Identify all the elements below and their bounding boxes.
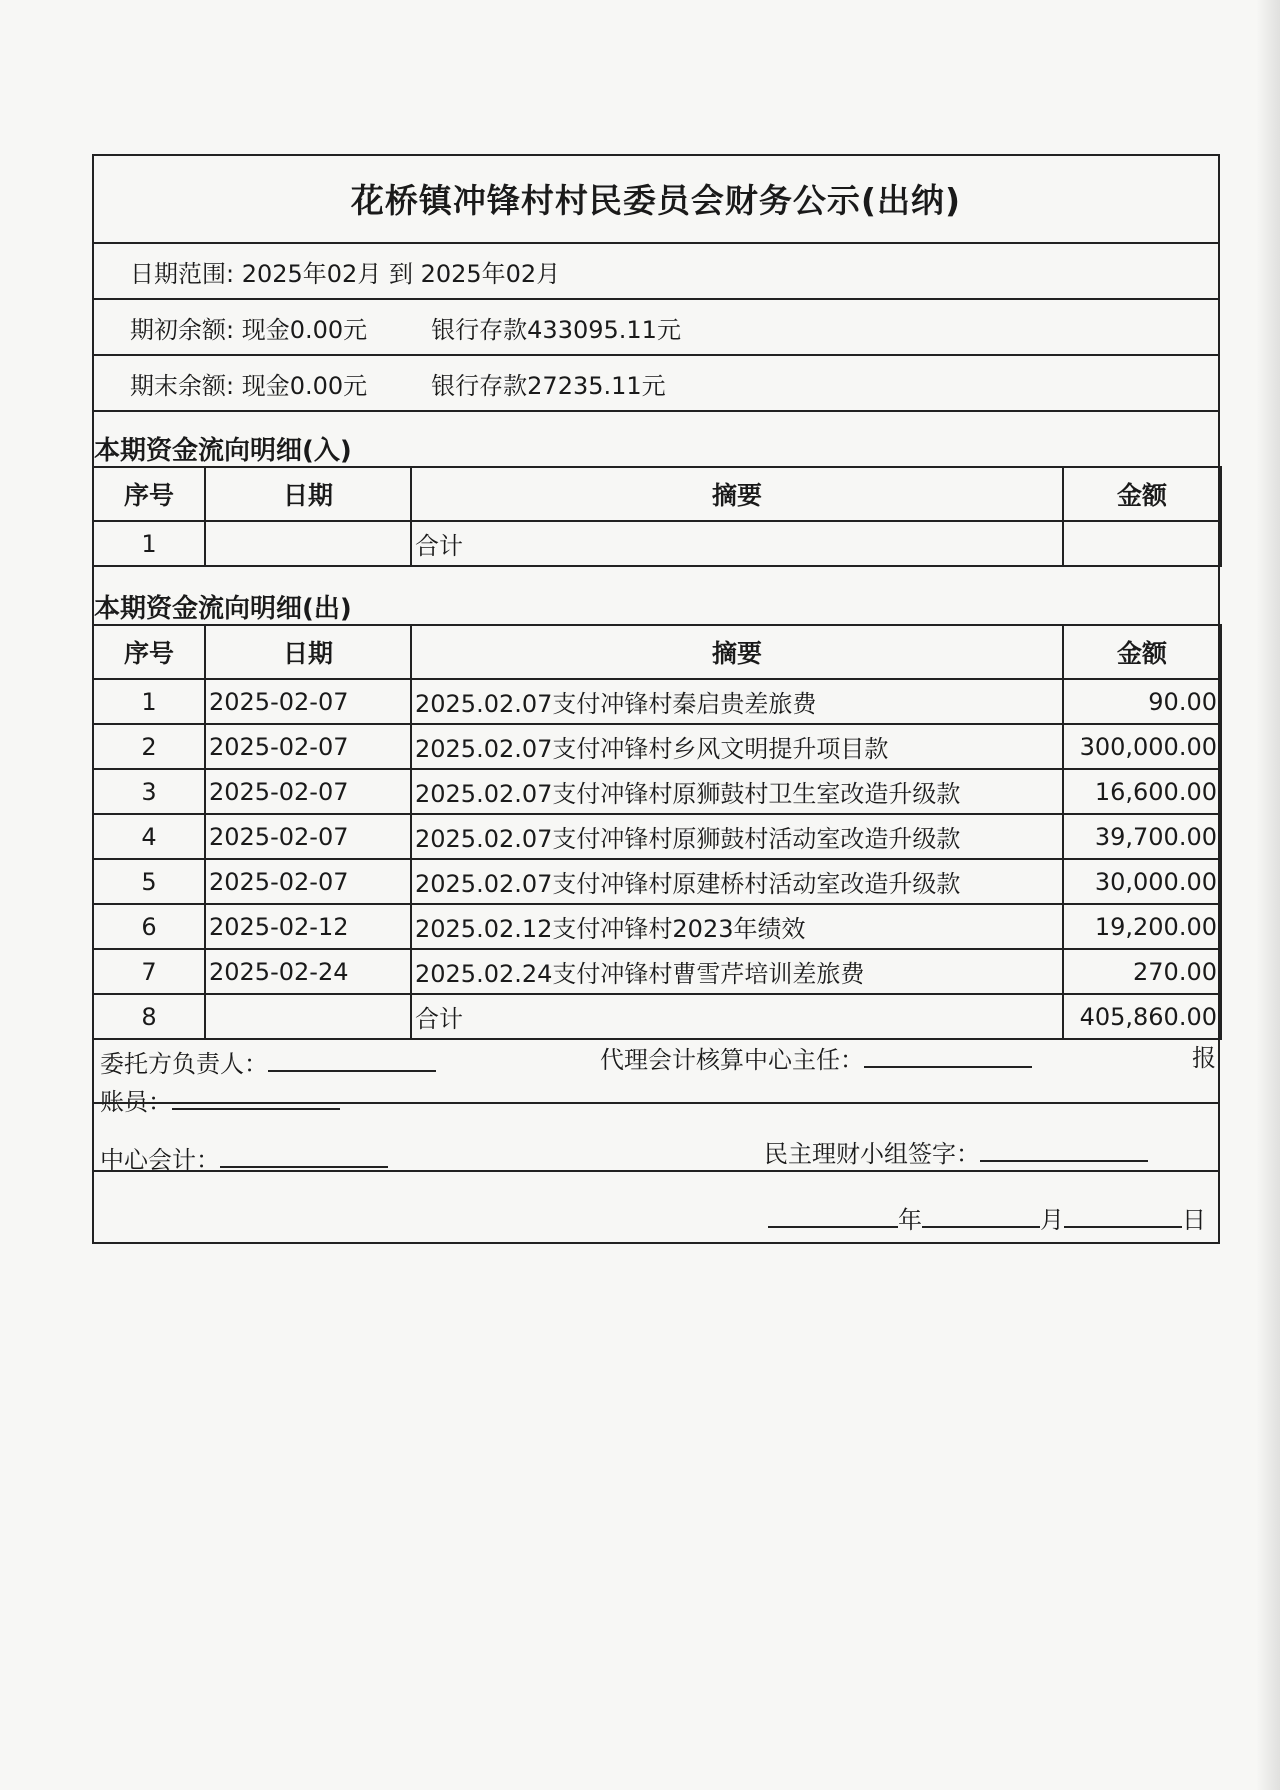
principal-label: 委托方负责人： (100, 1050, 268, 1078)
center-accountant-label: 中心会计： (100, 1146, 220, 1174)
row-date (205, 521, 411, 566)
table-row (93, 521, 1221, 566)
date-line (768, 1200, 1206, 1235)
center-director-signature-line (864, 1046, 1032, 1068)
closing-balance-row (92, 356, 1220, 412)
row-summary: 2025.02.07支付冲锋村乡风文明提升项目款 (411, 724, 1063, 769)
row-amount: 90.00 (1063, 679, 1221, 724)
principal-signature (100, 1044, 436, 1079)
row-no: 1 (93, 679, 205, 724)
finance-group-signature (764, 1134, 1148, 1169)
row-amount: 30,000.00 (1063, 859, 1221, 904)
row-date: 2025-02-24 (205, 949, 411, 994)
row-summary: 2025.02.07支付冲锋村原建桥村活动室改造升级款 (411, 859, 1063, 904)
col-header-summary: 摘要 (411, 625, 1063, 679)
row-no: 5 (93, 859, 205, 904)
row-summary: 合计 (411, 521, 1063, 566)
col-header-amount: 金额 (1063, 467, 1221, 521)
expense-table (92, 624, 1222, 1040)
month-label: 月 (1040, 1206, 1064, 1234)
col-header-summary: 摘要 (411, 467, 1063, 521)
expense-section-title: 本期资金流向明细(出) (94, 594, 352, 624)
row-no: 2 (93, 724, 205, 769)
table-row (93, 859, 1221, 904)
year-label: 年 (898, 1206, 922, 1234)
row-date (205, 994, 411, 1039)
table-row (93, 814, 1221, 859)
center-director-label: 代理会计核算中心主任： (600, 1046, 864, 1074)
row-amount (1063, 521, 1221, 566)
page-edge-shadow (1256, 0, 1280, 1790)
row-amount: 19,200.00 (1063, 904, 1221, 949)
finance-group-label: 民主理财小组签字： (764, 1140, 980, 1168)
day-blank (1064, 1206, 1182, 1228)
col-header-amount: 金额 (1063, 625, 1221, 679)
signature-divider (92, 1170, 1220, 1172)
table-row (93, 994, 1221, 1039)
opening-cash: 期初余额: 现金0.00元 (130, 315, 368, 344)
row-no: 3 (93, 769, 205, 814)
row-date: 2025-02-07 (205, 859, 411, 904)
row-date: 2025-02-12 (205, 904, 411, 949)
date-range-row (92, 244, 1220, 300)
document-title: 花桥镇冲锋村村民委员会财务公示(出纳) (92, 154, 1220, 244)
table-row (93, 679, 1221, 724)
table-row (93, 769, 1221, 814)
table-row (93, 904, 1221, 949)
report-mark: 报 (1192, 1044, 1216, 1072)
row-no: 6 (93, 904, 205, 949)
row-no: 1 (93, 521, 205, 566)
col-header-date: 日期 (205, 625, 411, 679)
closing-bank: 银行存款27235.11元 (431, 371, 666, 400)
opening-balance-row (92, 300, 1220, 356)
row-amount: 405,860.00 (1063, 994, 1221, 1039)
table-row (93, 724, 1221, 769)
income-table (92, 466, 1222, 567)
row-amount: 270.00 (1063, 949, 1221, 994)
expense-header-row (93, 625, 1221, 679)
row-amount: 300,000.00 (1063, 724, 1221, 769)
row-summary: 2025.02.24支付冲锋村曹雪芹培训差旅费 (411, 949, 1063, 994)
finance-notice-sheet (92, 154, 1220, 1244)
income-header-row (93, 467, 1221, 521)
row-date: 2025-02-07 (205, 679, 411, 724)
date-range: 日期范围: 2025年02月 到 2025年02月 (130, 259, 561, 288)
principal-signature-line (268, 1050, 436, 1072)
col-header-no: 序号 (93, 625, 205, 679)
income-section-title: 本期资金流向明细(入) (94, 436, 352, 466)
row-date: 2025-02-07 (205, 814, 411, 859)
col-header-date: 日期 (205, 467, 411, 521)
center-accountant-signature-line (220, 1146, 388, 1168)
row-date: 2025-02-07 (205, 769, 411, 814)
col-header-no: 序号 (93, 467, 205, 521)
row-summary: 2025.02.07支付冲锋村原狮鼓村活动室改造升级款 (411, 814, 1063, 859)
table-row (93, 949, 1221, 994)
row-no: 7 (93, 949, 205, 994)
month-blank (922, 1206, 1040, 1228)
center-director-signature (600, 1040, 1032, 1075)
opening-bank: 银行存款433095.11元 (431, 315, 681, 344)
signature-divider (92, 1102, 1220, 1104)
row-summary: 2025.02.12支付冲锋村2023年绩效 (411, 904, 1063, 949)
accountant-signature-line (172, 1088, 340, 1110)
row-date: 2025-02-07 (205, 724, 411, 769)
row-no: 4 (93, 814, 205, 859)
day-label: 日 (1182, 1206, 1206, 1234)
accountant-signature (100, 1082, 340, 1117)
row-amount: 39,700.00 (1063, 814, 1221, 859)
finance-group-signature-line (980, 1140, 1148, 1162)
closing-cash: 期末余额: 现金0.00元 (130, 371, 368, 400)
row-summary: 合计 (411, 994, 1063, 1039)
year-blank (768, 1206, 898, 1228)
row-summary: 2025.02.07支付冲锋村原狮鼓村卫生室改造升级款 (411, 769, 1063, 814)
accountant-label: 账员： (100, 1088, 172, 1116)
row-amount: 16,600.00 (1063, 769, 1221, 814)
row-summary: 2025.02.07支付冲锋村秦启贵差旅费 (411, 679, 1063, 724)
row-no: 8 (93, 994, 205, 1039)
